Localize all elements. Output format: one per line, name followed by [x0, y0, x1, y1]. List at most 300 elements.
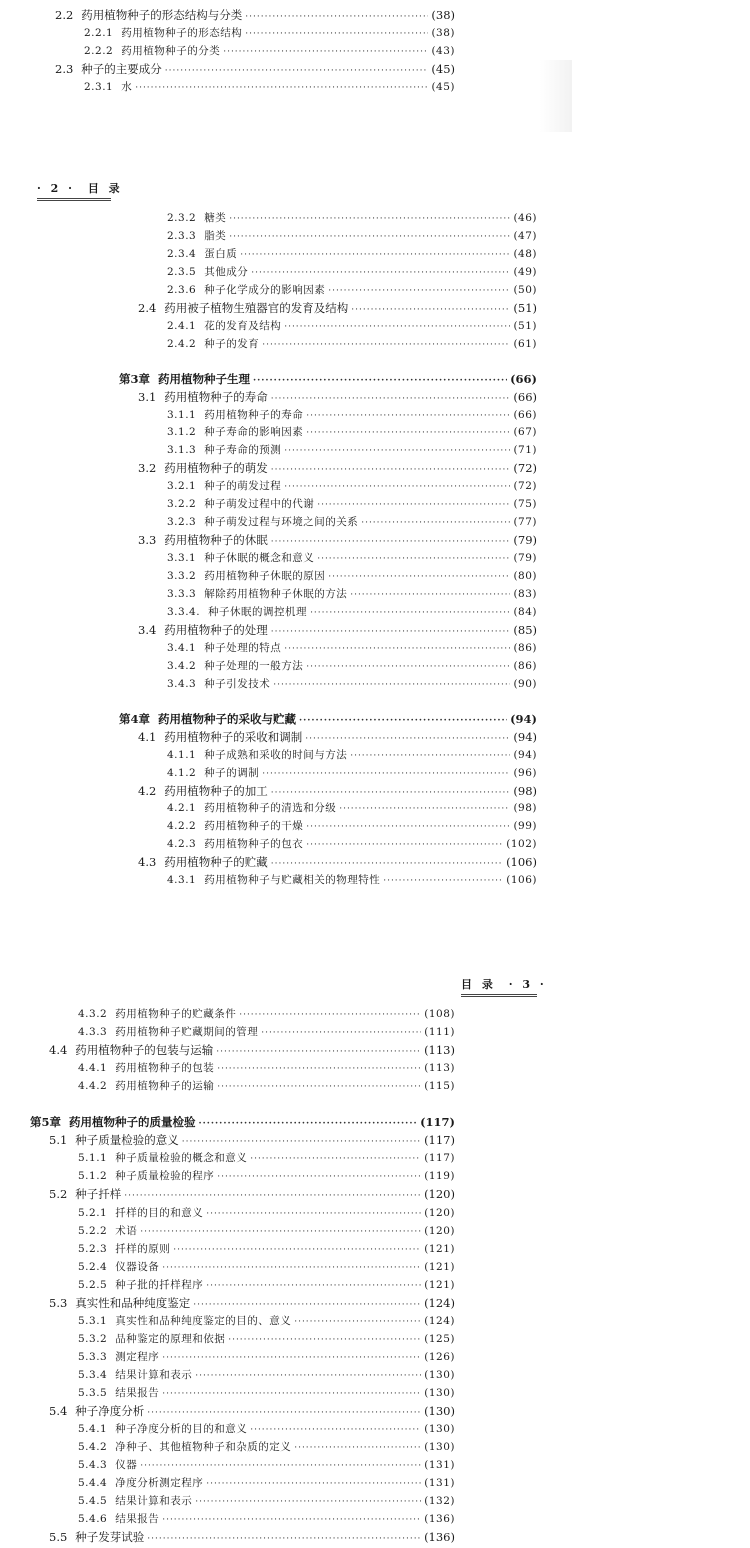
toc-entry [78, 1420, 455, 1438]
dot-leader [328, 568, 510, 586]
entry-page: (83) [513, 588, 537, 600]
entry-title: 花的发育及结构 [204, 319, 282, 332]
entry-page: (108) [424, 1008, 455, 1020]
toc-entry [78, 1456, 455, 1474]
dot-leader [361, 514, 510, 532]
entry-page: (130) [424, 1368, 455, 1381]
entry-title: 药用被子植物生殖器官的发育及结构 [164, 300, 349, 315]
entry-page: (131) [424, 1477, 455, 1490]
entry-page: (121) [424, 1242, 455, 1255]
toc-entry [167, 495, 537, 513]
entry-title: 测定程序 [115, 1350, 160, 1363]
entry-page: (38) [431, 8, 455, 22]
entry-title: 药用植物种子的分类 [121, 45, 221, 57]
dot-leader [173, 1241, 421, 1259]
toc-entry [138, 621, 537, 639]
entry-number: 2.2.1 [84, 27, 114, 39]
entry-number: 5.3 [49, 1295, 68, 1310]
entry-title: 药用植物种子的处理 [164, 622, 268, 637]
entry-title: 结果报告 [115, 1387, 160, 1399]
toc-entry [167, 513, 537, 531]
entry-title: 种子的发育 [204, 337, 260, 350]
entry-title: 种子质量检验的意义 [75, 1133, 179, 1148]
entry-number: 3.3.1 [167, 552, 197, 565]
scan-shadow [540, 60, 572, 132]
entry-number: 4.3 [138, 855, 157, 870]
toc-entry [138, 782, 537, 800]
dot-leader [239, 1006, 421, 1024]
entry-page: (94) [513, 748, 537, 761]
entry-page: (72) [513, 480, 537, 493]
entry-title: 药用植物种子的清选和分级 [204, 802, 337, 815]
toc-entry [78, 1312, 455, 1330]
entry-title: 其他成分 [204, 265, 249, 278]
dot-leader [383, 872, 503, 890]
toc-entry [78, 1510, 455, 1528]
entry-number: 4.2.1 [167, 802, 197, 815]
dot-leader [140, 1223, 421, 1241]
entry-number: 3.3.3 [167, 588, 197, 600]
dot-leader [310, 604, 510, 622]
entry-page: (117) [424, 1133, 455, 1148]
entry-title: 药用植物种子的贮藏条件 [115, 1008, 237, 1020]
entry-number: 2.2.2 [84, 45, 114, 57]
toc-entry [78, 1222, 455, 1240]
toc-entry [138, 531, 537, 549]
entry-number: 5.5 [49, 1530, 68, 1545]
entry-number: 2.4 [138, 300, 157, 315]
entry-title: 药用植物种子的寿命 [164, 389, 268, 404]
entry-number: 2.4.1 [167, 319, 197, 332]
dot-leader [162, 1259, 421, 1277]
dot-leader [306, 836, 503, 854]
dot-leader [195, 1367, 421, 1385]
toc-entry [78, 1077, 455, 1095]
entry-page: (120) [424, 1206, 455, 1219]
entry-page: (66) [513, 389, 537, 404]
entry-number: 3.2.3 [167, 516, 197, 529]
toc-entry [84, 24, 455, 42]
entry-number: 3.4.2 [167, 659, 197, 672]
entry-number: 5.4.5 [78, 1495, 108, 1508]
entry-number: 第4章 [119, 711, 151, 726]
dot-leader [217, 1168, 421, 1186]
toc-entry [138, 459, 537, 477]
entry-page: (113) [424, 1062, 455, 1075]
entry-title: 脂类 [204, 229, 227, 242]
entry-page: (77) [513, 516, 537, 529]
dot-leader [162, 1349, 421, 1367]
entry-title: 药用植物种子的形态结构 [121, 27, 243, 39]
entry-page: (48) [513, 247, 537, 260]
entry-page: (66) [513, 408, 537, 421]
entry-title: 结果报告 [115, 1513, 160, 1526]
entry-number: 2.3.3 [167, 229, 197, 242]
dot-leader [350, 747, 510, 765]
entry-page: (79) [513, 533, 537, 548]
entry-page: (47) [513, 229, 537, 242]
entry-number: 5.2.2 [78, 1224, 108, 1237]
entry-number: 第3章 [119, 371, 151, 386]
entry-title: 水 [121, 81, 133, 93]
entry-title: 种子批的扦样程序 [115, 1278, 204, 1291]
entry-number: 2.3.1 [84, 81, 114, 93]
entry-number: 5.3.4 [78, 1368, 108, 1381]
page-header-left [37, 180, 123, 201]
toc-entry [78, 1023, 455, 1041]
entry-title: 净度分析测定程序 [115, 1477, 204, 1490]
entry-title: 药用植物种子的包装与运输 [75, 1043, 214, 1058]
toc-entry [167, 871, 537, 889]
entry-number: 3.1 [138, 389, 157, 404]
entry-page: (111) [424, 1026, 455, 1039]
entry-number: 2.3.4 [167, 247, 197, 260]
entry-number: 3.4.3 [167, 677, 197, 690]
entry-number: 5.3.3 [78, 1350, 108, 1363]
dot-leader [262, 765, 510, 783]
toc-entry [78, 1005, 455, 1023]
toc-entry [78, 1240, 455, 1258]
entry-title: 药用植物种子的采收与贮藏 [158, 711, 297, 726]
entry-number: 3.2 [138, 461, 157, 476]
entry-title: 真实性和品种纯度鉴定的目的、意义 [115, 1314, 292, 1327]
entry-page: (86) [513, 659, 537, 672]
entry-title: 种子寿命的影响因素 [204, 426, 304, 439]
toc-entry [167, 585, 537, 603]
entry-number: 3.1.1 [167, 408, 197, 421]
dot-leader [245, 25, 428, 43]
entry-number: 5.2.3 [78, 1242, 108, 1255]
entry-page: (117) [424, 1152, 455, 1165]
entry-number: 2.3.6 [167, 283, 197, 296]
entry-title: 种子处理的特点 [204, 641, 282, 654]
entry-number: 3.3 [138, 533, 157, 548]
entry-title: 种子质量检验的程序 [115, 1170, 215, 1183]
toc-entry [30, 1113, 455, 1131]
entry-page: (124) [424, 1295, 455, 1310]
dot-leader [306, 407, 510, 425]
toc-entry [167, 227, 537, 245]
entry-title: 解除药用植物种子休眠的方法 [204, 588, 348, 600]
dot-leader [229, 210, 510, 228]
entry-title: 药用植物种子的采收和调制 [164, 729, 303, 744]
dot-leader [147, 1530, 421, 1548]
entry-page: (130) [424, 1404, 455, 1419]
entry-page: (102) [506, 838, 537, 851]
toc-entry [78, 1330, 455, 1348]
toc-entry [167, 477, 537, 495]
toc-page-1-fragment [0, 0, 750, 140]
entry-page: (121) [424, 1278, 455, 1291]
entry-number: 3.2.1 [167, 480, 197, 493]
toc-entry [78, 1384, 455, 1402]
header-label: 目 录 [461, 978, 496, 991]
toc-entry [167, 675, 537, 693]
entry-number: 3.1.2 [167, 426, 197, 439]
toc-entry [84, 78, 455, 96]
entry-page: (84) [513, 605, 537, 618]
entry-page: (119) [424, 1170, 455, 1183]
dot-leader [251, 264, 510, 282]
toc-entry [55, 6, 455, 24]
toc-entry [167, 657, 537, 675]
entry-title: 扦样的目的和意义 [115, 1206, 204, 1219]
entry-page: (124) [424, 1314, 455, 1327]
entry-page: (45) [431, 62, 455, 76]
toc-page-2 [0, 170, 750, 900]
entry-page: (85) [513, 622, 537, 637]
entry-number: 4.2.2 [167, 820, 197, 833]
entry-title: 种子的调制 [204, 766, 260, 779]
entry-title: 药用植物种子的质量检验 [69, 1115, 196, 1130]
entry-number: 5.4.4 [78, 1477, 108, 1490]
entry-page: (45) [431, 81, 455, 93]
entry-page: (71) [513, 444, 537, 457]
toc-entry [78, 1474, 455, 1492]
entry-title: 药用植物种子的运输 [115, 1080, 215, 1093]
entry-title: 品种鉴定的原理和依据 [115, 1332, 226, 1345]
entry-title: 结果计算和表示 [115, 1368, 193, 1381]
entry-page: (80) [513, 570, 537, 583]
entry-number: 4.1.2 [167, 766, 197, 779]
dot-leader [162, 1511, 421, 1529]
toc-entry [78, 1149, 455, 1167]
toc-entry [167, 263, 537, 281]
entry-number: 2.3.5 [167, 265, 197, 278]
toc-entry [78, 1276, 455, 1294]
entry-page: (96) [513, 766, 537, 779]
entry-number: 4.3.1 [167, 874, 197, 887]
entry-number: 4.4.1 [78, 1062, 108, 1075]
entry-number: 5.2 [49, 1187, 68, 1202]
dot-leader [206, 1205, 421, 1223]
dot-leader [223, 43, 428, 61]
entry-page: (130) [424, 1441, 455, 1454]
entry-number: 2.4.2 [167, 337, 197, 350]
entry-number: 5.1.2 [78, 1170, 108, 1183]
entry-page: (136) [424, 1530, 455, 1545]
toc-entry [167, 603, 537, 621]
entry-page: (50) [513, 283, 537, 296]
toc-entry [138, 728, 537, 746]
entry-title: 药用植物种子的贮藏 [164, 855, 268, 870]
dot-leader [250, 1150, 421, 1168]
entry-number: 5.4.2 [78, 1441, 108, 1454]
entry-page: (86) [513, 641, 537, 654]
entry-number: 5.4.1 [78, 1423, 108, 1436]
toc-entry [167, 209, 537, 227]
entry-title: 药用植物种子的萌发 [164, 461, 268, 476]
toc-entry [167, 317, 537, 335]
entry-title: 真实性和品种纯度鉴定 [75, 1295, 191, 1310]
entry-title: 蛋白质 [204, 247, 238, 260]
entry-number: 5.2.5 [78, 1278, 108, 1291]
entry-page: (46) [513, 212, 537, 224]
entry-number: 5.2.1 [78, 1206, 108, 1219]
toc-entry [49, 1402, 455, 1420]
dot-leader [284, 478, 510, 496]
entry-number: 4.4 [49, 1043, 68, 1058]
toc-entry [78, 1492, 455, 1510]
entry-page: (51) [513, 300, 537, 315]
entry-number: 3.3.2 [167, 570, 197, 583]
entry-page: (49) [513, 265, 537, 278]
entry-page: (131) [424, 1459, 455, 1472]
toc-entry [78, 1059, 455, 1077]
dot-leader [306, 818, 510, 836]
entry-page: (115) [424, 1080, 455, 1093]
entry-number: 5.3.1 [78, 1314, 108, 1327]
dot-leader [140, 1457, 421, 1475]
entry-title: 药用植物种子休眠的原因 [204, 570, 326, 583]
toc-entry [167, 764, 537, 782]
toc-entry [55, 60, 455, 78]
entry-title: 药用植物种子的形态结构与分类 [81, 8, 243, 22]
entry-title: 药用植物种子的休眠 [164, 533, 268, 548]
entry-number: 5.4.3 [78, 1459, 108, 1472]
entry-page: (90) [513, 677, 537, 690]
entry-page: (99) [513, 820, 537, 833]
entry-title: 种子净度分析的目的和意义 [115, 1423, 248, 1436]
toc-entry [49, 1185, 455, 1203]
entry-page: (136) [424, 1513, 455, 1526]
entry-page: (94) [510, 711, 537, 726]
page-number: · 3 · [508, 978, 547, 991]
entry-title: 种子扦样 [75, 1187, 122, 1202]
entry-number: 4.3.2 [78, 1008, 108, 1020]
toc-entry [167, 746, 537, 764]
dot-leader [284, 640, 510, 658]
toc-entry [167, 335, 537, 353]
dot-leader [195, 1493, 421, 1511]
entry-number: 5.3.2 [78, 1332, 108, 1345]
dot-leader [240, 246, 510, 264]
dot-leader [284, 318, 510, 336]
entry-title: 种子化学成分的影响因素 [204, 283, 326, 296]
entry-page: (132) [424, 1495, 455, 1508]
dot-leader [262, 336, 510, 354]
entry-title: 药用植物种子的加工 [164, 783, 268, 798]
toc-entry [119, 370, 537, 388]
toc-entry [138, 853, 537, 871]
toc-entry [84, 42, 455, 60]
entry-title: 药用植物种子贮藏期间的管理 [115, 1026, 259, 1039]
entry-number: 5.2.4 [78, 1260, 108, 1273]
page-header-right [461, 976, 547, 997]
toc-entry [78, 1167, 455, 1185]
entry-number: 5.3.5 [78, 1387, 108, 1399]
entry-number: 5.4.6 [78, 1513, 108, 1526]
entry-page: (67) [513, 426, 537, 439]
toc-entry [167, 817, 537, 835]
toc-entry [78, 1258, 455, 1276]
entry-title: 种子萌发过程与环境之间的关系 [204, 516, 359, 529]
entry-page: (121) [424, 1260, 455, 1273]
entry-title: 仪器设备 [115, 1260, 160, 1273]
entry-title: 净种子、其他植物种子和杂质的定义 [115, 1441, 292, 1454]
entry-title: 扦样的原则 [115, 1242, 171, 1255]
dot-leader [250, 1421, 421, 1439]
toc-entry [167, 245, 537, 263]
entry-title: 种子处理的一般方法 [204, 659, 304, 672]
dot-leader [328, 282, 510, 300]
entry-number: 第5章 [30, 1115, 62, 1130]
entry-number: 4.3.3 [78, 1026, 108, 1039]
dot-leader [350, 586, 510, 604]
entry-number: 5.4 [49, 1404, 68, 1419]
toc-entry [167, 281, 537, 299]
entry-number: 4.4.2 [78, 1080, 108, 1093]
entry-number: 2.3 [55, 62, 74, 76]
entry-title: 术语 [115, 1224, 138, 1237]
entry-title: 种子的主要成分 [81, 62, 162, 76]
entry-title: 种子寿命的预测 [204, 444, 282, 457]
entry-page: (120) [424, 1187, 455, 1202]
toc-entry [167, 423, 537, 441]
toc-entry [167, 549, 537, 567]
dot-leader [206, 1277, 421, 1295]
entry-page: (106) [506, 855, 537, 870]
entry-title: 种子萌发过程中的代谢 [204, 498, 315, 511]
entry-title: 糖类 [204, 212, 227, 224]
entry-page: (43) [431, 45, 455, 57]
entry-page: (51) [513, 319, 537, 332]
entry-number: 5.1.1 [78, 1152, 108, 1165]
entry-number: 3.4 [138, 622, 157, 637]
dot-leader [294, 1439, 421, 1457]
entry-title: 药用植物种子的包衣 [204, 838, 304, 851]
dot-leader [162, 1385, 421, 1403]
entry-number: 4.1 [138, 729, 157, 744]
entry-page: (79) [513, 552, 537, 565]
dot-leader [273, 676, 510, 694]
entry-page: (38) [431, 27, 455, 39]
entry-title: 药用植物种子的包装 [115, 1062, 215, 1075]
entry-title: 药用植物种子的寿命 [204, 408, 304, 421]
toc-entry [78, 1366, 455, 1384]
toc-entry [49, 1041, 455, 1059]
entry-page: (66) [510, 371, 537, 386]
entry-page: (130) [424, 1387, 455, 1399]
entry-title: 结果计算和表示 [115, 1495, 193, 1508]
entry-page: (98) [513, 802, 537, 815]
dot-leader [217, 1060, 421, 1078]
entry-title: 药用植物种子与贮藏相关的物理特性 [204, 874, 381, 887]
toc-entry [78, 1348, 455, 1366]
toc-page-3 [0, 968, 750, 1546]
entry-number: 2.3.2 [167, 212, 197, 224]
toc-entry [167, 835, 537, 853]
entry-page: (113) [424, 1043, 455, 1058]
toc-entry [138, 388, 537, 406]
entry-title: 药用植物种子生理 [158, 371, 251, 386]
dot-leader [306, 424, 510, 442]
toc-entry [167, 639, 537, 657]
entry-number: 3.3.4. [167, 605, 201, 618]
entry-number: 4.2 [138, 783, 157, 798]
toc-entry [78, 1204, 455, 1222]
header-label: 目 录 [87, 182, 123, 195]
entry-page: (117) [420, 1115, 455, 1130]
toc-entry [49, 1528, 455, 1546]
toc-entry [119, 710, 537, 728]
entry-title: 药用植物种子的干燥 [204, 820, 304, 833]
entry-page: (94) [513, 729, 537, 744]
entry-title: 种子休眠的概念和意义 [204, 552, 315, 565]
dot-leader [206, 1475, 421, 1493]
entry-page: (126) [424, 1350, 455, 1363]
entry-page: (72) [513, 461, 537, 476]
